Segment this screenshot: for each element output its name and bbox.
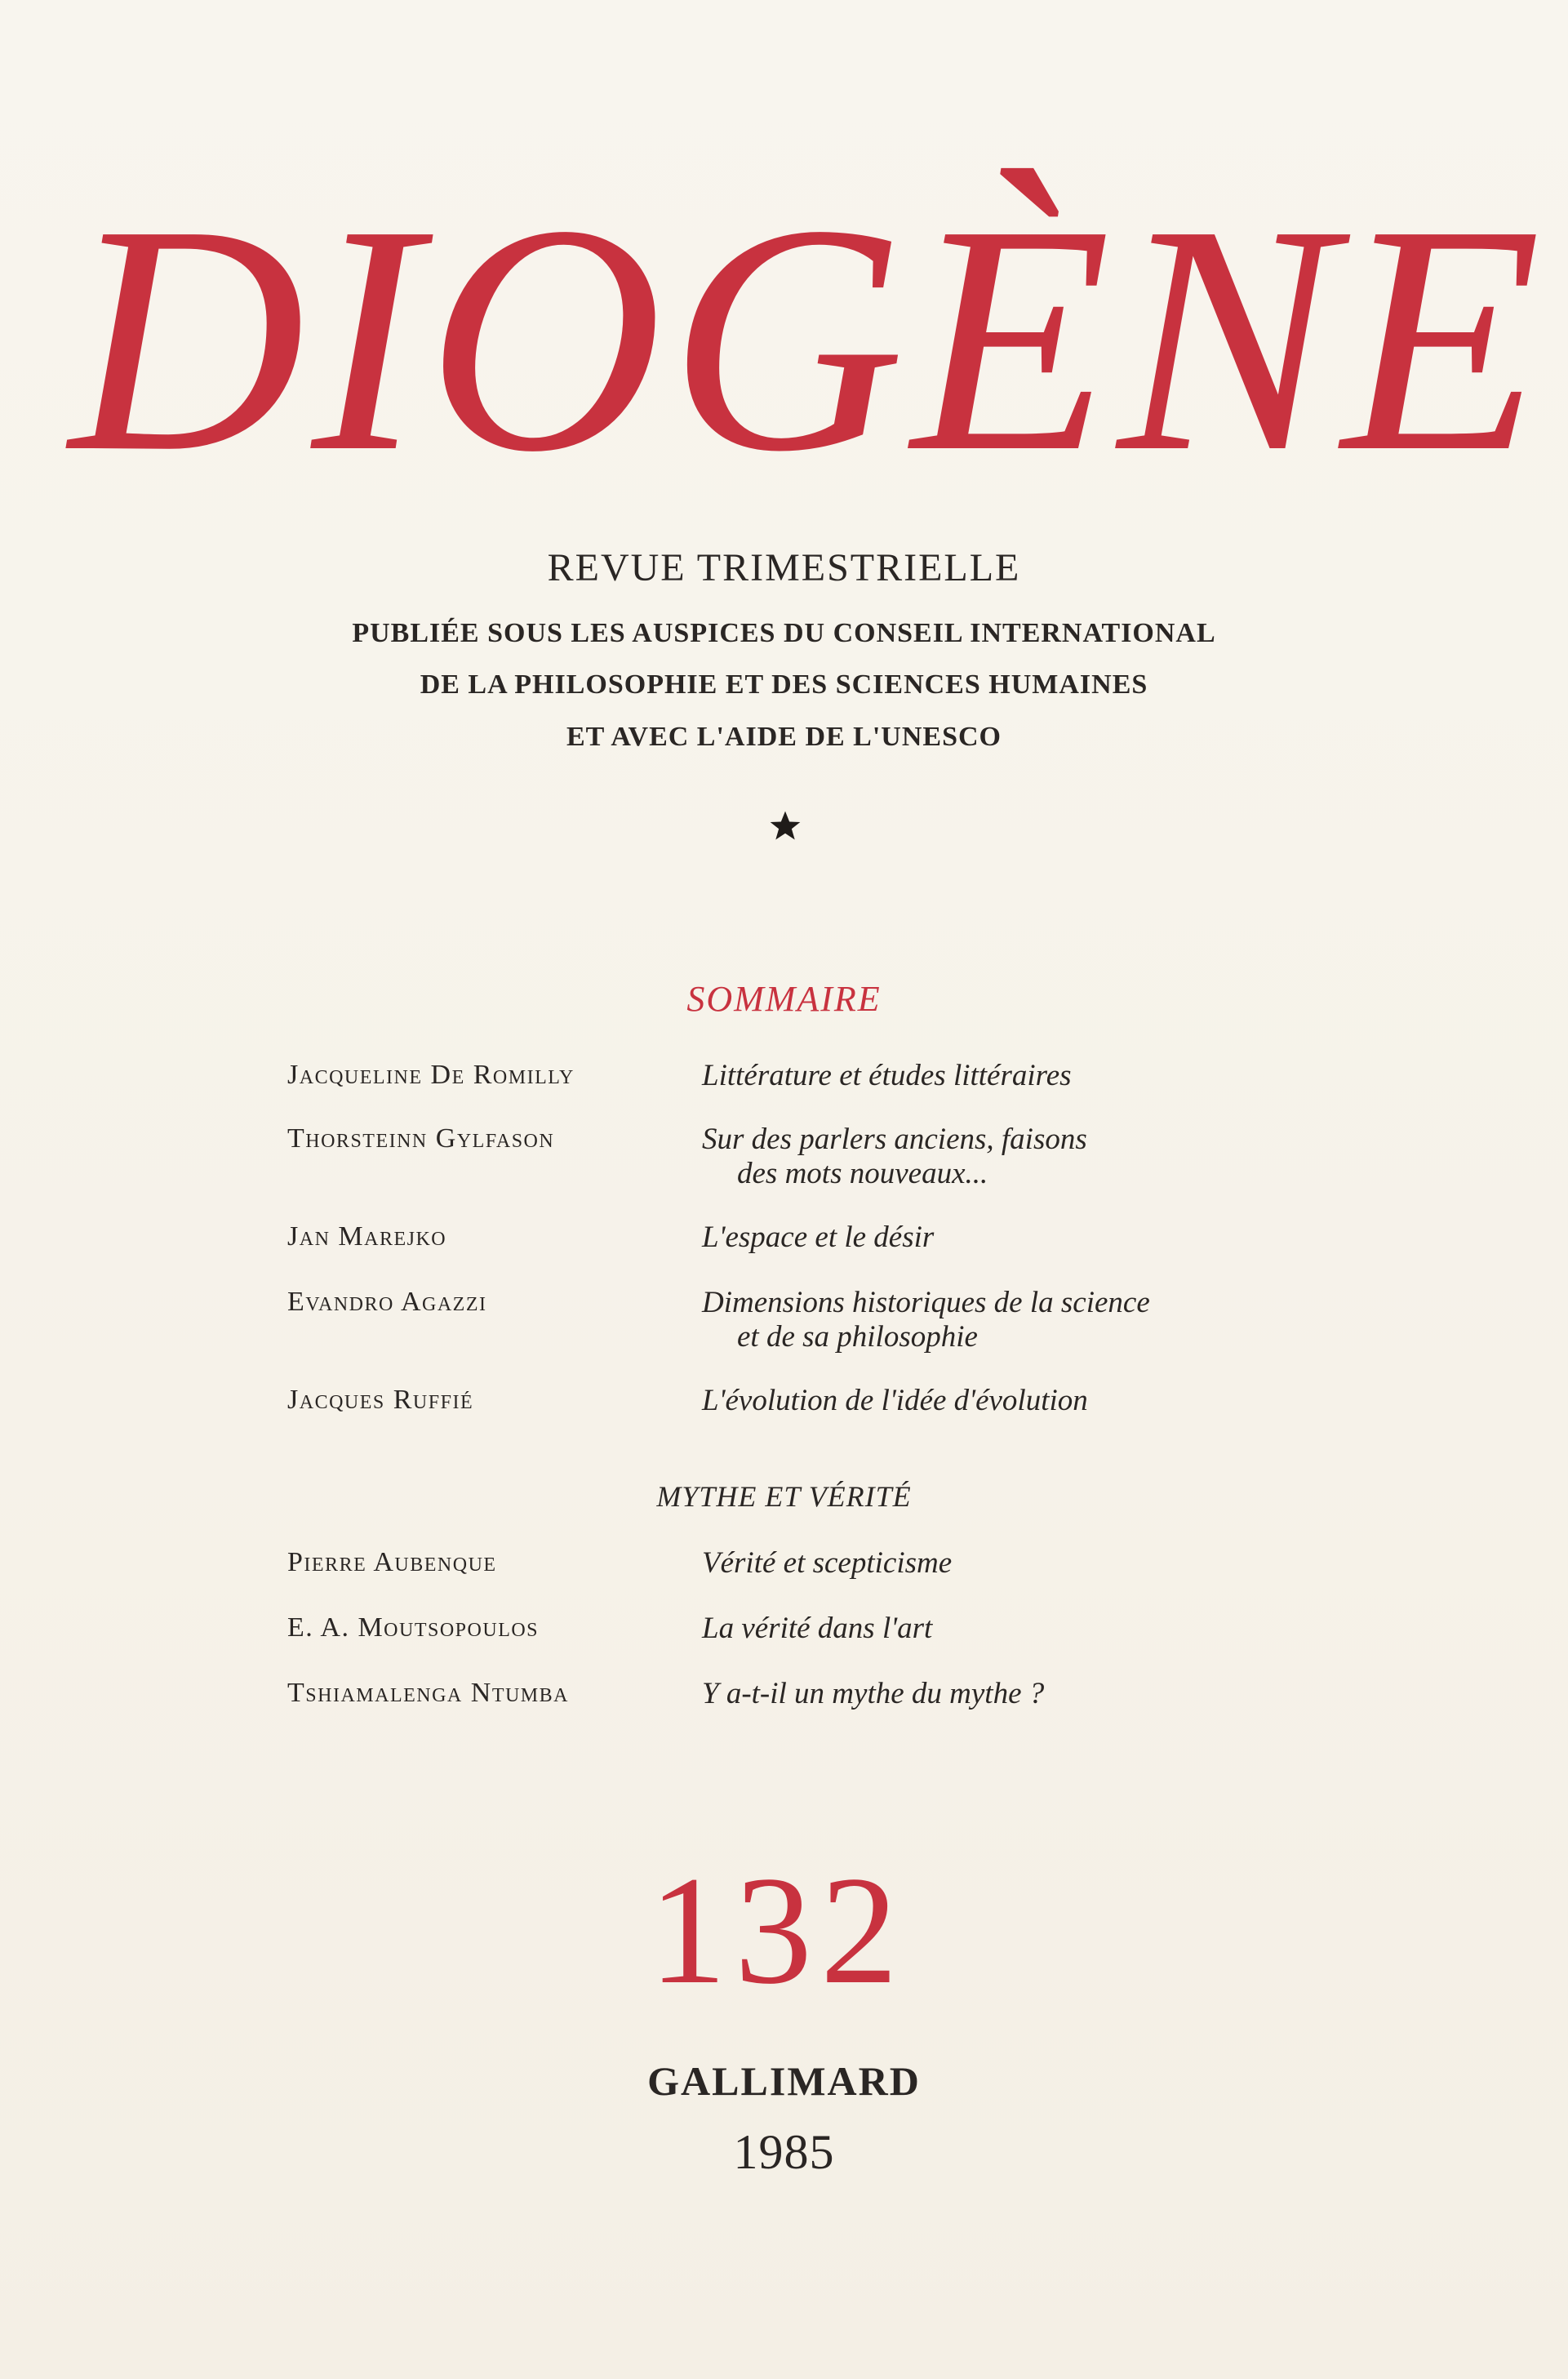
star-icon [767, 808, 803, 844]
entry-author: Pierre Aubenque [287, 1547, 497, 1577]
entry-title: Littérature et études littéraires [702, 1059, 1072, 1092]
sommaire-heading: SOMMAIRE [686, 979, 882, 1019]
publisher-line-2: DE LA PHILOSOPHIE ET DES SCIENCES HUMAINES [420, 669, 1148, 700]
journal-title: DIOGÈNE [69, 158, 1548, 519]
entry-title: La vérité dans l'art [702, 1612, 933, 1645]
entry-author: Tshiamalenga Ntumba [287, 1678, 569, 1708]
publisher-line-3: ET AVEC L'AIDE DE L'UNESCO [566, 722, 1002, 752]
publisher-name: GALLIMARD [647, 2058, 921, 2104]
entry-author: Thorsteinn Gylfason [287, 1123, 555, 1154]
journal-subtitle: REVUE TRIMESTRIELLE [547, 546, 1021, 589]
entry-title: Vérité et scepticisme [702, 1546, 953, 1580]
section-heading: MYTHE ET VÉRITÉ [656, 1480, 912, 1513]
entry-title-continued: et de sa philosophie [737, 1320, 978, 1354]
entry-title-continued: des mots nouveaux... [737, 1157, 988, 1190]
entry-author: Jacques Ruffié [287, 1385, 474, 1415]
entry-title: L'évolution de l'idée d'évolution [702, 1384, 1088, 1417]
entry-title: Y a-t-il un mythe du mythe ? [702, 1677, 1045, 1710]
entry-title: Sur des parlers anciens, faisons [702, 1123, 1087, 1156]
entry-author: Jan Marejko [287, 1221, 447, 1252]
publication-year: 1985 [733, 2125, 835, 2179]
publisher-line-1: PUBLIÉE SOUS LES AUSPICES DU CONSEIL INTERNATIONAL [352, 618, 1216, 648]
entry-title: L'espace et le désir [702, 1221, 935, 1254]
entry-author: E. A. Moutsopoulos [287, 1612, 540, 1643]
entry-author: Jacqueline De Romilly [287, 1060, 575, 1090]
issue-number: 132 [649, 1845, 906, 2017]
entry-author: Evandro Agazzi [287, 1287, 487, 1317]
entry-title: Dimensions historiques de la science [702, 1286, 1150, 1319]
